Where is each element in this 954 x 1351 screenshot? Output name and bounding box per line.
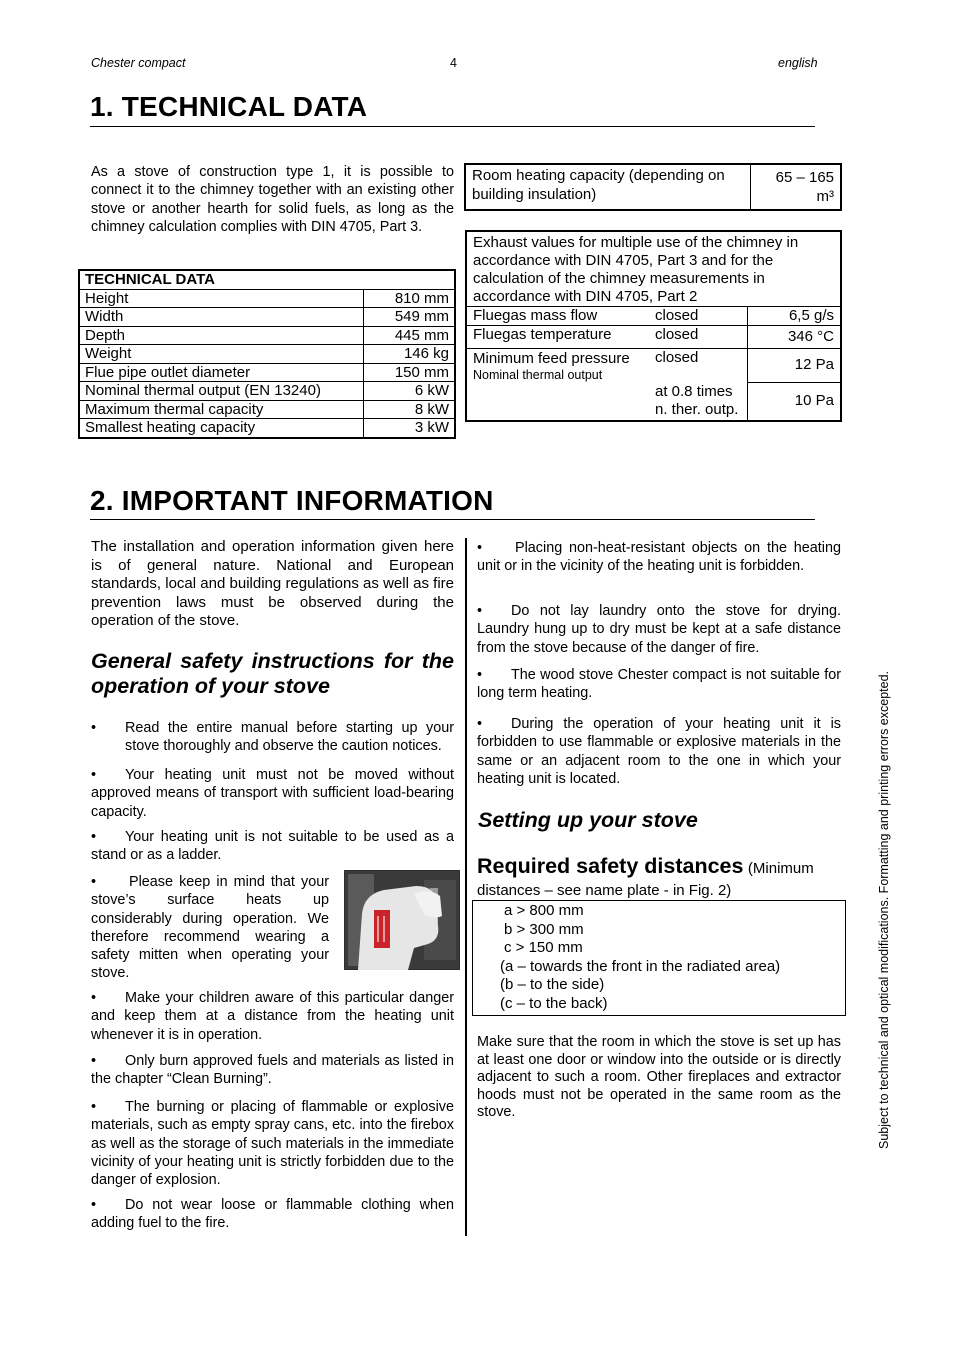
list-item (91, 719, 454, 756)
pressure-label-cell (466, 349, 649, 422)
distance-b-description: (b – to the side) (500, 976, 605, 993)
list-item (477, 539, 841, 576)
list-item-text: Read the entire manual before starting up your stove thoroughly and observe the caution notices. (125, 720, 454, 755)
row-label: Minimum feed pressure (473, 350, 630, 367)
table-row (466, 307, 841, 326)
row-label: Nominal thermal output (EN 13240) (79, 382, 364, 401)
distance-a-description: (a – towards the front in the radiated area) (500, 957, 781, 975)
header-language: english (778, 56, 818, 70)
row-label: Maximum thermal capacity (79, 400, 364, 419)
list-item (477, 715, 841, 788)
distances-note: (Minimum distances – see name plate - in Fig. 2) (477, 860, 814, 899)
table-row (79, 382, 455, 401)
row-value: 12 Pa (748, 349, 842, 383)
row-label: Width (79, 308, 364, 327)
list-item (477, 666, 841, 703)
list-item (91, 1052, 454, 1089)
row-value: 6,5 g/s (748, 307, 842, 326)
table-row (79, 326, 455, 345)
list-item-text: Make your children aware of this particular danger and keep them at a distance from the heating unit whenever it is in operation. (91, 990, 454, 1043)
row-condition: closed (649, 326, 748, 349)
table-row (79, 419, 455, 438)
distance-c-description: (c – to the back) (500, 994, 608, 1012)
row-value: 3 kW (364, 419, 456, 438)
table-row (79, 400, 455, 419)
row-value: 810 mm (364, 289, 456, 308)
list-item-text: During the operation of your heating unit it is forbidden to use flammable or explosive materials in the same or an adjacent room to the one in which your heating unit is located. (477, 716, 841, 787)
room-heating-capacity-value (776, 169, 834, 206)
row-sublabel: Nominal thermal output (473, 368, 603, 382)
room-heating-capacity-unit: m³ (816, 187, 834, 205)
bullet: • (477, 667, 483, 683)
row-value: 549 mm (364, 308, 456, 327)
list-item (91, 766, 454, 821)
row-value: 10 Pa (748, 382, 842, 421)
safety-instructions-heading: General safety instructions for the operation of your stove (91, 649, 454, 698)
row-value: 445 mm (364, 326, 456, 345)
distance-b: b > 300 mm (504, 920, 584, 938)
section-1-rule (90, 126, 815, 127)
bullet: • (477, 603, 483, 619)
table-row (466, 349, 841, 383)
row-label: Weight (79, 345, 364, 364)
technical-data-table (78, 269, 456, 439)
exhaust-values-table (465, 230, 842, 422)
list-item (91, 989, 454, 1044)
section-2-title: 2. IMPORTANT INFORMATION (90, 485, 494, 516)
bullet: • (91, 829, 97, 845)
list-item-text: Please keep in mind that your stove’s surface heats up considerably during operation. We therefore recommend wearing a safety mitten when operating your stove. (91, 874, 329, 982)
list-item (477, 602, 841, 657)
list-item (91, 1196, 454, 1233)
section-1-intro: As a stove of construction type 1, it is possible to connect it to the chimney together with an existing other stove or another hearth for solid fuels, as long as the chimney calculation complies with DIN 4705, Part 3. (91, 164, 454, 235)
distance-a: a > 800 mm (504, 902, 584, 919)
row-condition: closed (649, 307, 748, 326)
row-label: Flue pipe outlet diameter (79, 363, 364, 382)
table-row (79, 289, 455, 308)
row-value: 346 °C (748, 326, 842, 349)
condition-line: n. ther. outp. (655, 401, 739, 418)
row-condition (649, 382, 748, 421)
distance-c: c > 150 mm (504, 939, 583, 956)
row-label: Smallest heating capacity (79, 419, 364, 438)
distances-heading-block (477, 855, 845, 902)
bullet: • (91, 767, 97, 783)
list-item-text: Only burn approved fuels and materials as listed in the chapter “Clean Burning”. (91, 1053, 454, 1088)
bullet: • (91, 1099, 97, 1115)
table-row (79, 308, 455, 327)
list-item-text: Do not lay laundry onto the stove for drying. Laundry hung up to dry must be kept at a safe distance from the stove because of the danger of fire. (477, 603, 841, 656)
bullet: • (477, 540, 483, 556)
list-item (91, 1098, 454, 1189)
row-value: 8 kW (364, 400, 456, 419)
section-2-intro: The installation and operation information given here is of general nature. National and European standards, local and building regulations as well as fire prevention laws must be observed during the operation of the stove. (91, 538, 454, 629)
safety-distances-box (472, 900, 846, 1016)
row-condition: closed (649, 349, 748, 383)
list-item-text: Your heating unit is not suitable to be used as a stand or as a ladder. (91, 829, 454, 864)
row-label: Height (79, 289, 364, 308)
table-row (466, 326, 841, 349)
list-item-text: The burning or placing of flammable or explosive materials, such as empty spray cans, etc. into the firebox as well as the storage of such materials in the immediate vicinity of your heating unit is strictly forbidden due to the danger of explosion. (91, 1099, 454, 1189)
list-item-text: Your heating unit must not be moved without approved means of transport with sufficient load-bearing capacity. (91, 767, 454, 820)
header-document-title: Chester compact (91, 56, 186, 70)
bullet: • (477, 716, 483, 732)
room-heating-capacity-divider (750, 165, 751, 209)
table-row (79, 363, 455, 382)
column-divider (465, 538, 467, 1236)
side-note-text: Subject to technical and optical modifications. Formatting and printing errors excepted. (877, 670, 891, 1150)
list-item (91, 873, 329, 983)
bullet: • (91, 874, 97, 890)
distances-heading: Required safety distances (477, 854, 744, 878)
table-row (79, 345, 455, 364)
condition-line: at 0.8 times (655, 383, 733, 400)
list-item-text: Do not wear loose or flammable clothing when adding fuel to the fire. (91, 1197, 454, 1232)
section-2-rule (90, 519, 815, 520)
bullet: • (91, 720, 97, 736)
room-heating-capacity-box (464, 163, 842, 211)
list-item-text: Placing non-heat-resistant objects on the heating unit or in the vicinity of the heating unit is forbidden. (477, 540, 841, 575)
setup-heading: Setting up your stove (478, 808, 698, 832)
exhaust-header: Exhaust values for multiple use of the chimney in accordance with DIN 4705, Part 3 and for the calculation of the chimney measurements in accordance with DIN 4705, Part 2 (466, 231, 841, 307)
safety-mitten-photo (344, 870, 460, 970)
row-value: 146 kg (364, 345, 456, 364)
room-heating-capacity-label: Room heating capacity (depending on building insulation) (472, 167, 725, 203)
bullet: • (91, 990, 97, 1006)
list-item-text: The wood stove Chester compact is not suitable for long term heating. (477, 667, 841, 702)
row-label: Depth (79, 326, 364, 345)
room-note: Make sure that the room in which the stove is set up has at least one door or window into the outside or is directly adjacent to such a room. Other fireplaces and extractor hoods must not be operated in the same room as the stove. (477, 1034, 841, 1121)
room-heating-capacity-range: 65 – 165 (775, 169, 834, 186)
technical-data-header: TECHNICAL DATA (79, 270, 455, 289)
bullet: • (91, 1053, 97, 1069)
header-page-number: 4 (450, 56, 457, 70)
row-value: 150 mm (364, 363, 456, 382)
row-label: Fluegas mass flow (466, 307, 649, 326)
row-label: Fluegas temperature (466, 326, 649, 349)
section-1-title: 1. TECHNICAL DATA (90, 91, 368, 122)
bullet: • (91, 1197, 97, 1213)
list-item (91, 828, 454, 865)
row-value: 6 kW (364, 382, 456, 401)
